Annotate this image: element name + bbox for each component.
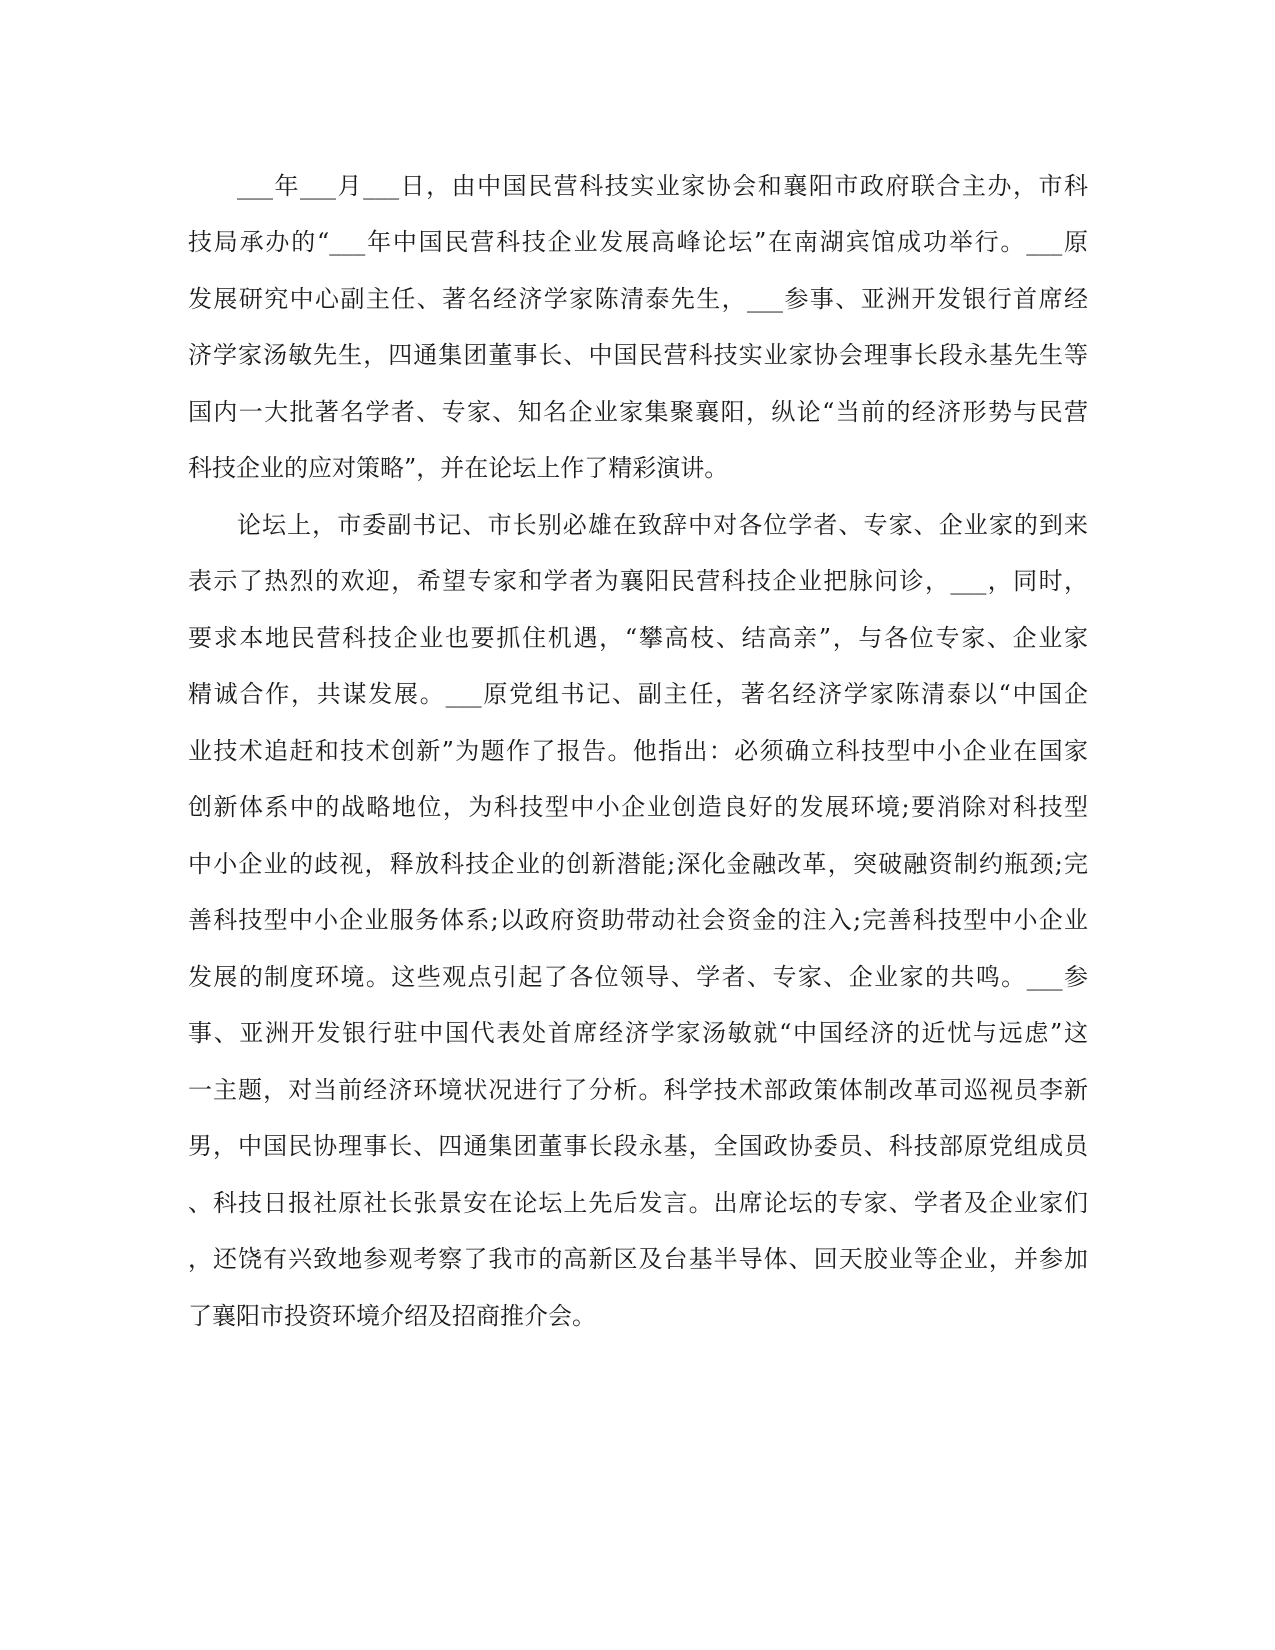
paragraph-line: 业技术追赶和技术创新”为题作了报告。他指出：必须确立科技型中小企业在国家 bbox=[188, 737, 1088, 765]
paragraph-line: 济学家汤敏先生，四通集团董事长、中国民营科技实业家协会理事长段永基先生等 bbox=[188, 341, 1088, 369]
paragraph-line: 技局承办的“___年中国民营科技企业发展高峰论坛”在南湖宾馆成功举行。___原 bbox=[188, 228, 1088, 256]
paragraph-line: 科技企业的应对策略”，并在论坛上作了精彩演讲。 bbox=[188, 454, 729, 482]
paragraph-line: 发展研究中心副主任、著名经济学家陈清泰先生，___参事、亚洲开发银行首席经 bbox=[188, 285, 1088, 313]
paragraph-line: 善科技型中小企业服务体系;以政府资助带动社会资金的注入;完善科技型中小企业 bbox=[188, 906, 1088, 934]
paragraph-line: 要求本地民营科技企业也要抓住机遇，“攀高枝、结高亲”，与各位专家、企业家 bbox=[188, 624, 1088, 652]
paragraph-line: 、科技日报社原社长张景安在论坛上先后发言。出席论坛的专家、学者及企业家们 bbox=[188, 1189, 1088, 1217]
paragraph-line: 男，中国民协理事长、四通集团董事长段永基，全国政协委员、科技部原党组成员 bbox=[188, 1132, 1088, 1160]
paragraph-line: 论坛上，市委副书记、市长别必雄在致辞中对各位学者、专家、企业家的到来 bbox=[237, 511, 1088, 539]
paragraph-line: 事、亚洲开发银行驻中国代表处首席经济学家汤敏就“中国经济的近忧与远虑”这 bbox=[188, 1019, 1088, 1047]
paragraph-line: 了襄阳市投资环境介绍及招商推介会。 bbox=[188, 1302, 596, 1330]
paragraph-line: 一主题，对当前经济环境状况进行了分析。科学技术部政策体制改革司巡视员李新 bbox=[188, 1076, 1088, 1104]
paragraph-line: ___年___月___日，由中国民营科技实业家协会和襄阳市政府联合主办，市科 bbox=[237, 172, 1088, 200]
paragraph-line: 发展的制度环境。这些观点引起了各位领导、学者、专家、企业家的共鸣。___参 bbox=[188, 963, 1088, 991]
paragraph-line: 表示了热烈的欢迎，希望专家和学者为襄阳民营科技企业把脉问诊，___，同时， bbox=[188, 567, 1088, 595]
paragraph-line: 国内一大批著名学者、专家、知名企业家集聚襄阳，纵论“当前的经济形势与民营 bbox=[188, 398, 1088, 426]
paragraph-line: ，还饶有兴致地参观考察了我市的高新区及台基半导体、回天胶业等企业，并参加 bbox=[188, 1245, 1088, 1273]
paragraph-line: 中小企业的歧视，释放科技企业的创新潜能;深化金融改革，突破融资制约瓶颈;完 bbox=[188, 850, 1088, 878]
paragraph-line: 精诚合作，共谋发展。___原党组书记、副主任，著名经济学家陈清泰以“中国企 bbox=[188, 680, 1088, 708]
paragraph-line: 创新体系中的战略地位，为科技型中小企业创造良好的发展环境;要消除对科技型 bbox=[188, 793, 1088, 821]
